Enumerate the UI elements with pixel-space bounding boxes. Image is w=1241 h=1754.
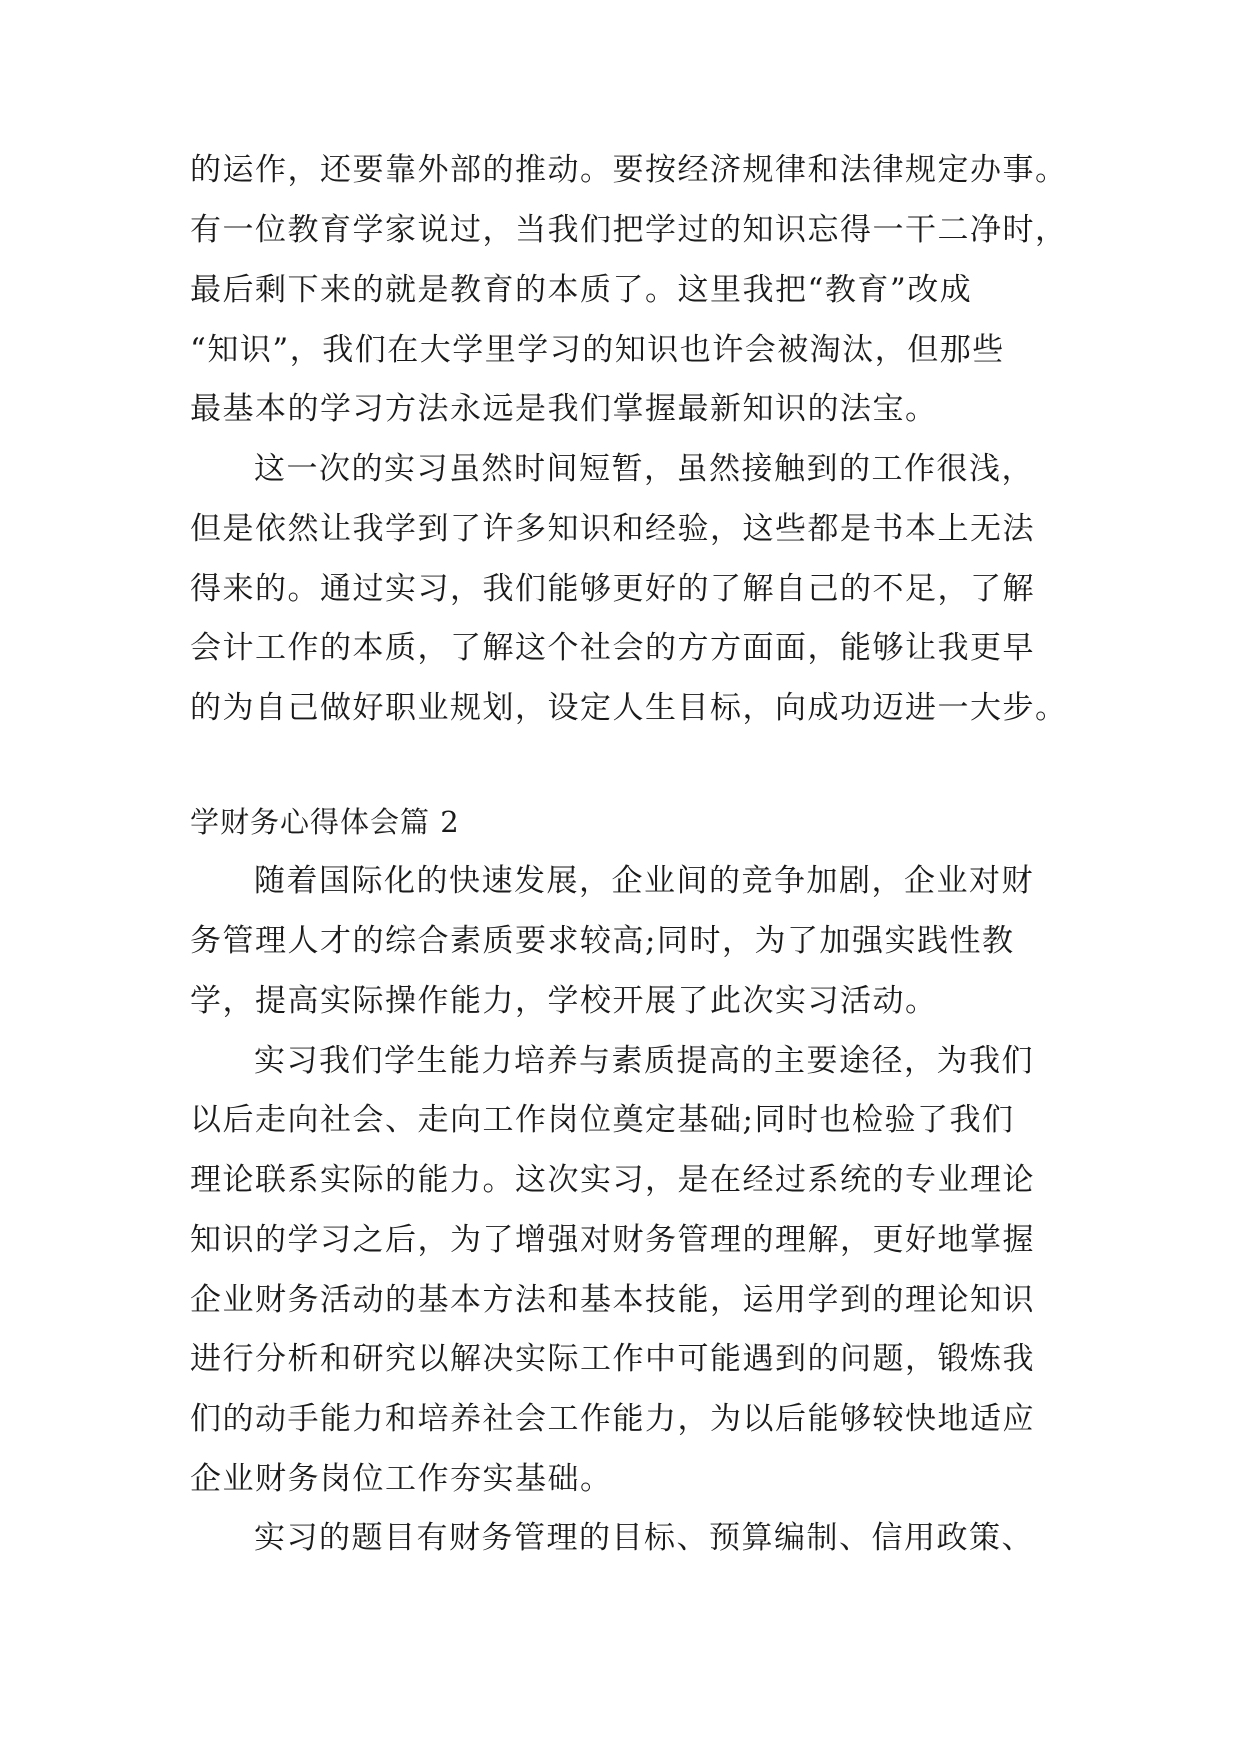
text-line: 但是依然让我学到了许多知识和经验，这些都是书本上无法 [190, 511, 1035, 547]
text-line: “知识”，我们在大学里学习的知识也许会被淘汰，但那些 [190, 332, 1005, 368]
text-line: 这一次的实习虽然时间短暂，虽然接触到的工作很浅， [254, 451, 1034, 487]
text-line: 的为自己做好职业规划，设定人生目标，向成功迈进一大步。 [190, 690, 1068, 726]
text-line: 进行分析和研究以解决实际工作中可能遇到的问题，锻炼我 [190, 1341, 1035, 1377]
text-line: 们的动手能力和培养社会工作能力，为以后能够较快地适应 [190, 1401, 1035, 1437]
text-line: 最基本的学习方法永远是我们掌握最新知识的法宝。 [190, 391, 938, 427]
text-line: 以后走向社会、走向工作岗位奠定基础;同时也检验了我们 [190, 1102, 1015, 1138]
text-line: 务管理人才的综合素质要求较高;同时，为了加强实践性教 [190, 923, 1015, 959]
text-line: 得来的。通过实习，我们能够更好的了解自己的不足，了解 [190, 571, 1035, 607]
text-line: 企业财务活动的基本方法和基本技能，运用学到的理论知识 [190, 1282, 1035, 1318]
text-line: 的运作，还要靠外部的推动。要按经济规律和法律规定办事。 [190, 152, 1068, 188]
section-heading: 学财务心得体会篇 2 [190, 805, 460, 839]
text-line: 会计工作的本质，了解这个社会的方方面面，能够让我更早 [190, 630, 1035, 666]
text-line: 最后剩下来的就是教育的本质了。这里我把“教育”改成 [190, 272, 973, 308]
text-line: 有一位教育学家说过，当我们把学过的知识忘得一干二净时， [190, 212, 1068, 248]
text-line: 实习的题目有财务管理的目标、预算编制、信用政策、 [254, 1520, 1034, 1556]
text-line: 理论联系实际的能力。这次实习，是在经过系统的专业理论 [190, 1162, 1035, 1198]
text-line: 企业财务岗位工作夯实基础。 [190, 1461, 613, 1497]
text-line: 学，提高实际操作能力，学校开展了此次实习活动。 [190, 983, 938, 1019]
text-line: 知识的学习之后，为了增强对财务管理的理解，更好地掌握 [190, 1222, 1035, 1258]
text-line: 随着国际化的快速发展，企业间的竞争加剧，企业对财 [254, 863, 1034, 899]
text-line: 实习我们学生能力培养与素质提高的主要途径，为我们 [254, 1043, 1034, 1079]
